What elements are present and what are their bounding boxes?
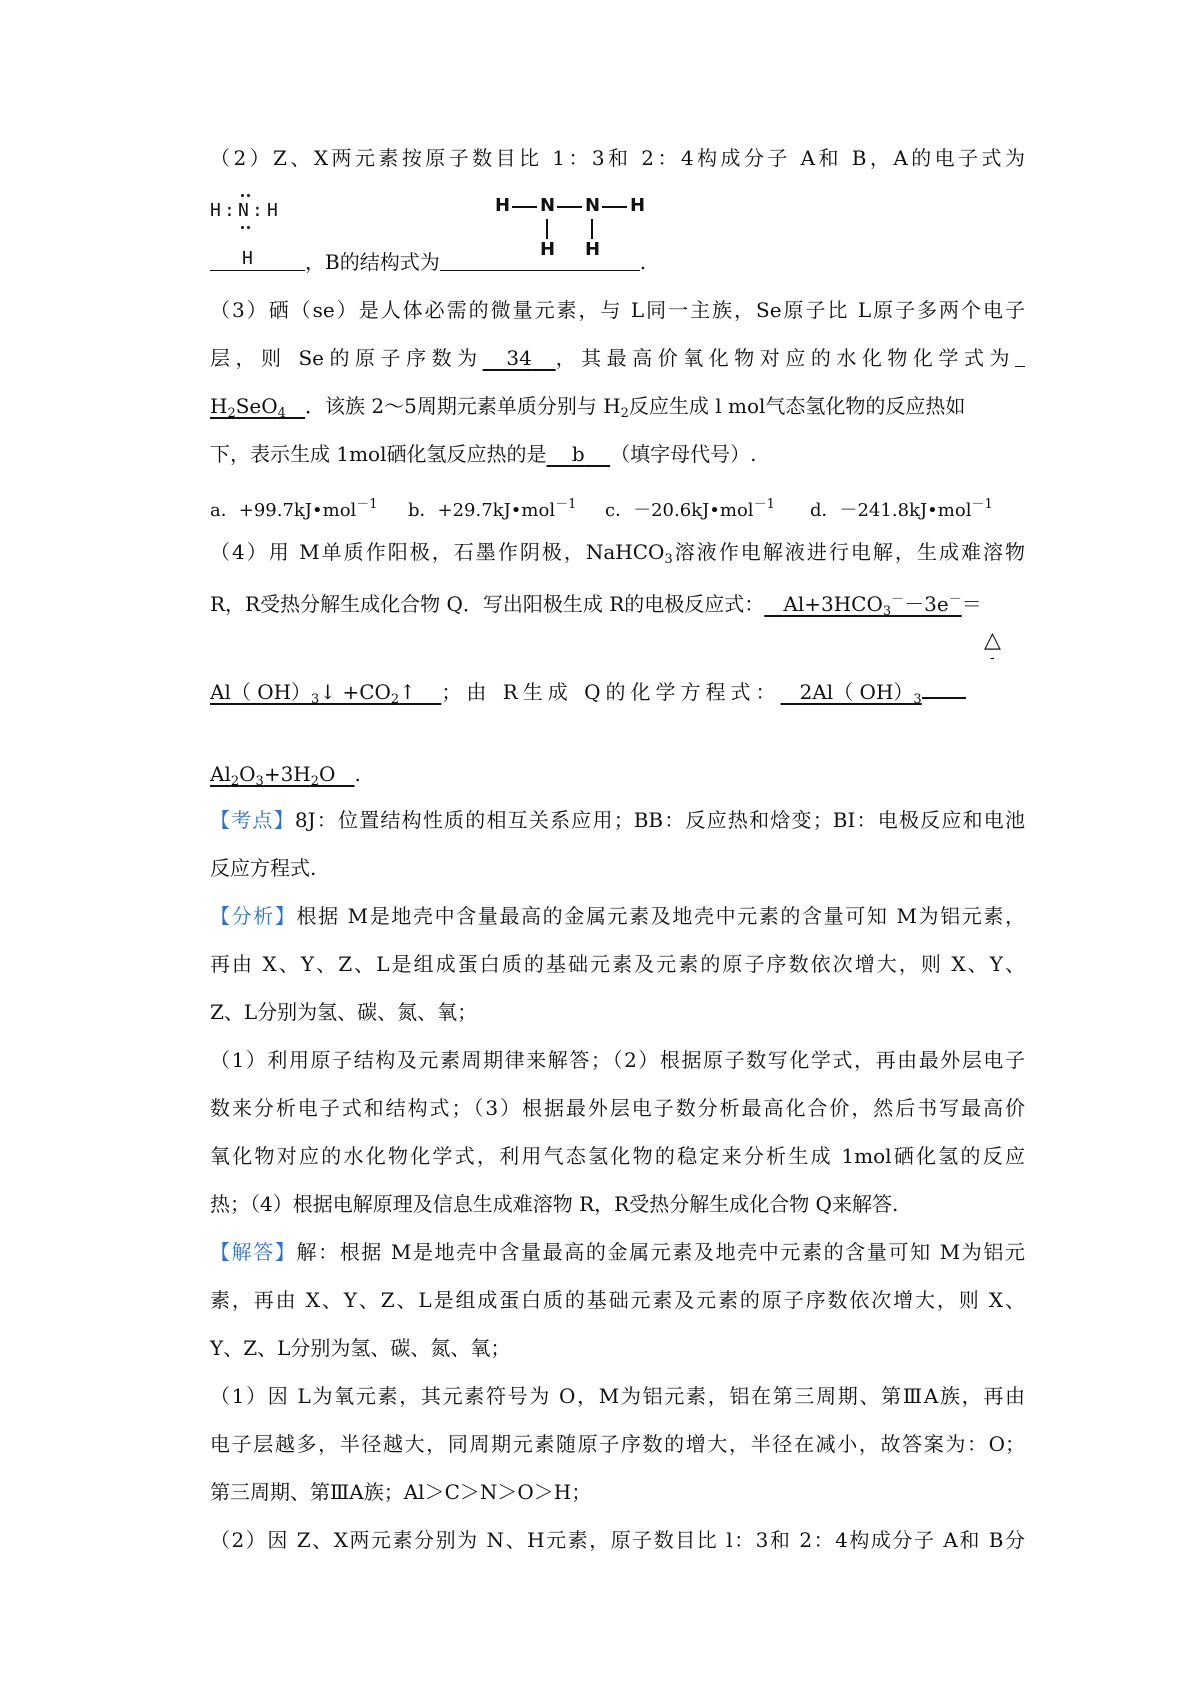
fenxi-line-7: 热；（4）根据电解原理及信息生成难溶物 R，R受热分解生成化合物 Q来解答. (210, 1192, 899, 1216)
sf-n1: N (540, 195, 556, 216)
blank (1015, 344, 1025, 367)
answer-blank-a (210, 248, 305, 271)
jieda-line-2: 素，再由 X、Y、Z、L是组成蛋白质的基础元素及元素的原子序数依次增大，则 X、 (210, 1288, 1025, 1312)
jieda-line-3: Y、Z、L分别为氢、碳、氮、氧； (210, 1336, 511, 1360)
reaction-line (922, 683, 966, 699)
fenxi-line-1: 【分析】根据 M是地壳中含量最高的金属元素及地壳中元素的含量可知 M为铝元素， (210, 904, 1026, 928)
option-b: b．+29.7kJ•mol$^{-1}$ (408, 497, 577, 521)
kaodian-line-1: 【考点】8J：位置结构性质的相互关系应用；BB：反应热和焓变；BI：电极反应和电池 (210, 808, 1026, 832)
jieda-line-1: 【解答】解：根据 M是地壳中含量最高的金属元素及地壳中元素的含量可知 M为铝元 (210, 1240, 1026, 1264)
para-4-line-3: Al（ $OH)_3↓$ $+CO_2↑$ ；由 R生成 Q的化学方程式： 2Al（ $OH)_3$ (210, 677, 1025, 715)
fenxi-line-2: 再由 X、Y、Z、L是组成蛋白质的基础元素及元素的原子序数依次增大，则 X、Y、 (210, 952, 1025, 976)
structural-formula (495, 195, 655, 265)
para-4-line-1: （4）用 M单质作阳极，石墨作阴极，NaHCO$_3$溶液作电解液进行电解，生成难溶物 (210, 540, 1026, 567)
sf-h2: H (630, 195, 646, 216)
anode-equation-cont: Al（ $OH)_3↓$ $+CO_2↑$ (210, 680, 416, 707)
decomposition-equation: 2Al（ $OH)_3$ (799, 680, 922, 707)
para-3-line-2 (210, 343, 1025, 373)
ef-dot (247, 226, 250, 229)
sf-bond (512, 206, 537, 208)
sf-n2: N (585, 195, 601, 216)
ef-h-left: H (210, 200, 221, 221)
para-3-line-3 (210, 391, 1025, 429)
kaodian-tag: 【考点】 (210, 808, 295, 832)
period: . (639, 250, 647, 274)
answer-h2seo4: $H_2SeO_4$ (210, 394, 286, 421)
para-4-line-4: $Al_2O_3+3H_2O$ . (210, 762, 361, 789)
fenxi-line-5: 数来分析电子式和结构式；（3）根据最外层电子数分析最高化合价，然后书写最高价 (210, 1096, 1025, 1120)
text: 层，则 Se的原子序数为 (210, 346, 483, 370)
para-3-line-4 (210, 439, 1025, 469)
answer-b: b (571, 442, 585, 466)
kaodian-line-2: 反应方程式. (210, 856, 317, 880)
sf-bond (557, 206, 582, 208)
ef-n: N (238, 200, 249, 221)
jieda-line-4: （1）因 L为氧元素，其元素符号为 O，M为铝元素，铝在第三周期、第ⅢA族，再由 (210, 1384, 1025, 1408)
heat-symbol: △ (984, 628, 1001, 653)
ef-h-bottom: H (242, 248, 253, 269)
fenxi-tag: 【分析】 (210, 904, 297, 928)
sf-bond (591, 219, 593, 239)
sf-h3: H (540, 239, 556, 260)
b-structure-text: ，B的结构式为 (305, 250, 440, 274)
ef-h-right: H (267, 200, 278, 221)
ef-dot (241, 194, 244, 197)
para-3-line-1: （3）硒（se）是人体必需的微量元素，与 L同一主族，Se原子比 L原子多两个电子 (210, 298, 1025, 322)
para-2-line-1: （2）Z、X两元素按原子数目比 1：3和 2：4构成分子 A和 B，A的电子式为 (210, 146, 1025, 170)
jieda-line-5: 电子层越多，半径越大，同周期元素随原子序数的增大，半径在减小，故答案为：O； (210, 1432, 1025, 1456)
text: （填字母代号）. (610, 442, 757, 466)
jieda-tag: 【解答】 (210, 1240, 297, 1264)
text: 反应生成 l mol气态氢化物的反应热如 (628, 394, 966, 418)
sub: 2 (620, 406, 629, 421)
option-d: d．－241.8kJ•mol$^{-1}$ (810, 497, 993, 521)
heat-dash: - (990, 650, 995, 666)
answer-34: 34 (506, 346, 532, 370)
jieda-line-7: （2）因 Z、X两元素分别为 N、H元素，原子数目比 l：3和 2：4构成分子 A和 B分 (210, 1528, 1025, 1552)
text: ，其最高价氧化物对应的水化物化学式为 (555, 346, 1016, 370)
para-4-line-2: R，R受热分解生成化合物 Q．写出阳极生成 R的电极反应式： $Al+3HCO_3^--3e^-=$ (210, 592, 982, 619)
fenxi-line-4: （1）利用原子结构及元素周期律来解答；（2）根据原子数写化学式，再由最外层电子 (210, 1048, 1025, 1072)
sf-bond (602, 206, 627, 208)
option-c: c．－20.6kJ•mol$^{-1}$ (605, 497, 775, 521)
text: ．该族 2～5周期元素单质分别与 H (305, 394, 621, 418)
ef-colon: : (224, 200, 235, 221)
decomposition-products: $Al_2O_3+3H_2O$ (210, 762, 336, 789)
ef-dot (241, 226, 244, 229)
ef-dot (247, 194, 250, 197)
anode-equation: $Al+3HCO_3^--3e^-$ (783, 592, 962, 619)
fenxi-line-3: Z、L分别为氢、碳、氮、氧； (210, 1000, 478, 1024)
fenxi-line-6: 氧化物对应的水化物化学式，利用气态氢化物的稳定来分析生成 1mol硒化氢的反应 (210, 1144, 1025, 1168)
text: 下，表示生成 1mol硒化氢反应热的是 (210, 442, 547, 466)
ef-colon-2: : (252, 200, 263, 221)
option-a: a．+99.7kJ•mol$^{-1}$ (210, 497, 378, 521)
jieda-line-6: 第三周期、第ⅢA族；Al＞C＞N＞O＞H； (210, 1480, 592, 1504)
sf-h1: H (495, 195, 511, 216)
sf-bond (546, 219, 548, 239)
sf-h4: H (585, 239, 601, 260)
